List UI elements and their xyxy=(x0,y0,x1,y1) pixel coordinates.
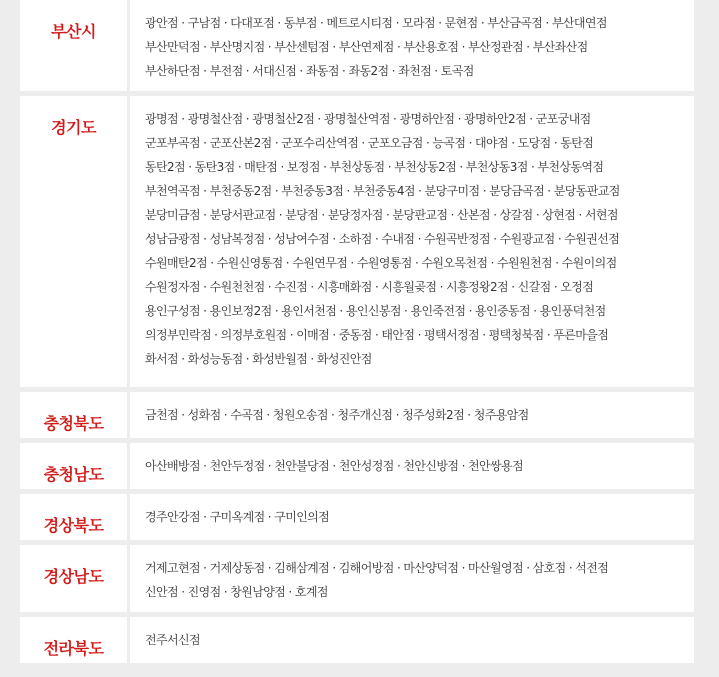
region-name: 부산시 xyxy=(20,0,130,91)
region-name: 충청남도 xyxy=(20,443,130,489)
store-list: 금천점 · 성화점 · 수곡점 · 청원오송점 · 청주개신점 · 청주성화2점 · 청주용암점 xyxy=(145,408,529,422)
region-name: 충청북도 xyxy=(20,392,130,438)
region-row-gyeonggi xyxy=(20,96,694,387)
region-row-chungbuk xyxy=(20,392,694,438)
store-list: 광명점 · 광명철산점 · 광명철산2점 · 광명철산역점 · 광명하안점 · 광명하안2점 · 군포궁내점 군포부곡점 · 군포산본2점 · 군포수리산역점 · 군포오금점 · 능곡점 · 대야점 · 도당점 · 동탄점 동탄2점 · 동탄3점 · 매탄점 · 보정점 · 부천상동점 · 부천상동2점 · 부천상동3점 · 부천상동역점 부천역곡점 · 부천중동2점 · 부천중동3점 · 부천중동4점 · 분당구미점 · 분당금곡점 · 분당동판교점 분당미금점 · 분당서판교점 · 분당점 · 분당정자점 · 분당판교점 · 산본점 · 상갈점 · 상현점 · 서현점 성남금광점 · 성남복정점 · 성남여수점 · 소하점 · 수내점 · 수원곡반정점 · 수원광교점 · 수원권선점 수원매탄2점 · 수원신영통점 · 수원연무점 · 수원영통점 · 수원오목천점 · 수원원천점 · 수원이의점 수원정자점 · 수원천천점 · 수진점 · 시흥매화점 · 시흥월곶점 · 시흥정왕2점 · 신갈점 · 오정점 용인구성점 · 용인보정2점 · 용인서천점 · 용인신봉점 · 용인죽전점 · 용인중동점 · 용인풍덕천점 의정부민락점 · 의정부호원점 · 이매점 · 중동점 · 태안점 · 평택서정점 · 평택청북점 · 푸른마을점 화서점 · 화성능동점 · 화성반월점 · 화성진안점 xyxy=(145,112,620,366)
region-name: 경상남도 xyxy=(20,545,130,612)
region-row-gyeongbuk xyxy=(20,494,694,540)
store-list: 아산배방점 · 천안두정점 · 천안불당점 · 천안성정점 · 천안신방점 · 천안쌍용점 xyxy=(145,459,523,473)
store-list: 거제고현점 · 거제상동점 · 김해삼계점 · 김해어방점 · 마산양덕점 · 마산월영점 · 삼호점 · 석전점 신안점 · 진영점 · 창원남양점 · 호계점 xyxy=(145,561,609,599)
store-list: 경주안강점 · 구미옥계점 · 구미인의점 xyxy=(145,510,330,524)
region-row-chungnam xyxy=(20,443,694,489)
region-name: 경기도 xyxy=(20,96,130,387)
region-name: 경상북도 xyxy=(20,494,130,540)
store-location-table xyxy=(20,0,694,668)
store-list: 전주서신점 xyxy=(145,633,200,647)
store-list: 광안점 · 구남점 · 다대포점 · 동부점 · 메트로시티점 · 모라점 · 문현점 · 부산금곡점 · 부산대연점 부산만덕점 · 부산명지점 · 부산센텀점 · 부산연제점 · 부산용호점 · 부산정관점 · 부산좌산점 부산하단점 · 부전점 · 서대신점 · 좌동점 · 좌동2점 · 좌천점 · 토곡점 xyxy=(145,16,607,78)
region-row-busan xyxy=(20,0,694,91)
region-row-jeonbuk xyxy=(20,617,694,663)
region-name: 전라북도 xyxy=(20,617,130,663)
region-row-gyeongnam xyxy=(20,545,694,612)
